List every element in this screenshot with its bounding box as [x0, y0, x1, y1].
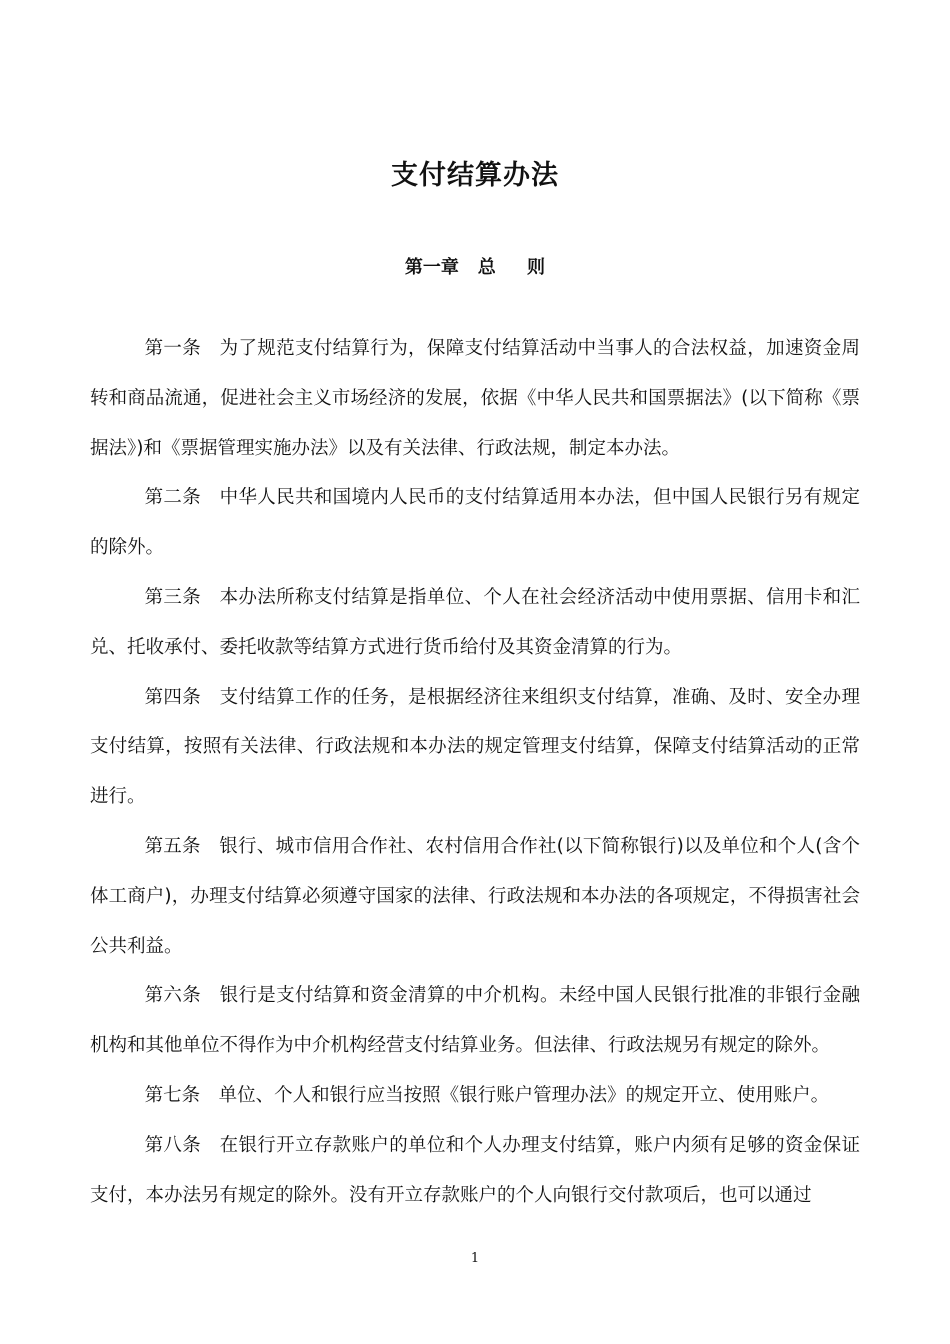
article-text: 在银行开立存款账户的单位和个人办理支付结算，账户内须有足够的资金保证支付，本办法另有规定的除外。没有开立存款账户的个人向银行交付款项后，也可以通过 [90, 1134, 860, 1206]
article-paragraph [90, 971, 860, 1071]
article-number: 第七条 [144, 1084, 201, 1106]
article-number: 第四条 [144, 686, 202, 708]
article-paragraph [90, 473, 860, 573]
article-number: 第一条 [144, 338, 202, 359]
article-text: 支付结算工作的任务，是根据经济往来组织支付结算，准确、及时、安全办理支付结算，按照有关法律、行政法规和本办法的规定管理支付结算，保障支付结算活动的正常进行。 [90, 686, 860, 808]
article-number: 第八条 [144, 1134, 202, 1156]
article-number: 第六条 [144, 985, 202, 1007]
article-text: 为了规范支付结算行为，保障支付结算活动中当事人的合法权益，加速资金周转和商品流通，促进社会主义市场经济的发展，依据《中华人民共和国票据法》(以下简称《票据法》)和《票据管理实施办法》以及有关法律、行政法规，制定本办法。 [90, 338, 860, 459]
document-title: 支付结算办法 [391, 160, 559, 191]
article-paragraph [90, 1121, 860, 1221]
article-text: 银行是支付结算和资金清算的中介机构。未经中国人民银行批准的非银行金融机构和其他单位不得作为中介机构经营支付结算业务。但法律、行政法规另有规定的除外。 [90, 985, 860, 1057]
page-number: 1 [470, 1251, 480, 1266]
article-text: 单位、个人和银行应当按照《银行账户管理办法》的规定开立、使用账户。 [218, 1084, 830, 1106]
article-text: 中华人民共和国境内人民币的支付结算适用本办法，但中国人民银行另有规定的除外。 [90, 487, 860, 559]
article-text: 银行、城市信用合作社、农村信用合作社(以下简称银行)以及单位和个人(含个体工商户)，办理支付结算必须遵守国家的法律、行政法规和本办法的各项规定，不得损害社会公共利益。 [90, 835, 860, 957]
chapter-heading: 第一章 总 则 [404, 257, 546, 278]
article-number: 第五条 [144, 835, 201, 857]
article-text: 本办法所称支付结算是指单位、个人在社会经济活动中使用票据、信用卡和汇兑、托收承付、委托收款等结算方式进行货币给付及其资金清算的行为。 [90, 586, 860, 658]
article-paragraph [90, 573, 860, 673]
article-number: 第三条 [144, 586, 202, 608]
article-paragraph [90, 324, 860, 473]
document-body [90, 324, 860, 1220]
article-paragraph [90, 673, 860, 822]
article-paragraph [90, 1071, 860, 1121]
article-number: 第二条 [144, 487, 202, 509]
article-paragraph [90, 822, 860, 971]
